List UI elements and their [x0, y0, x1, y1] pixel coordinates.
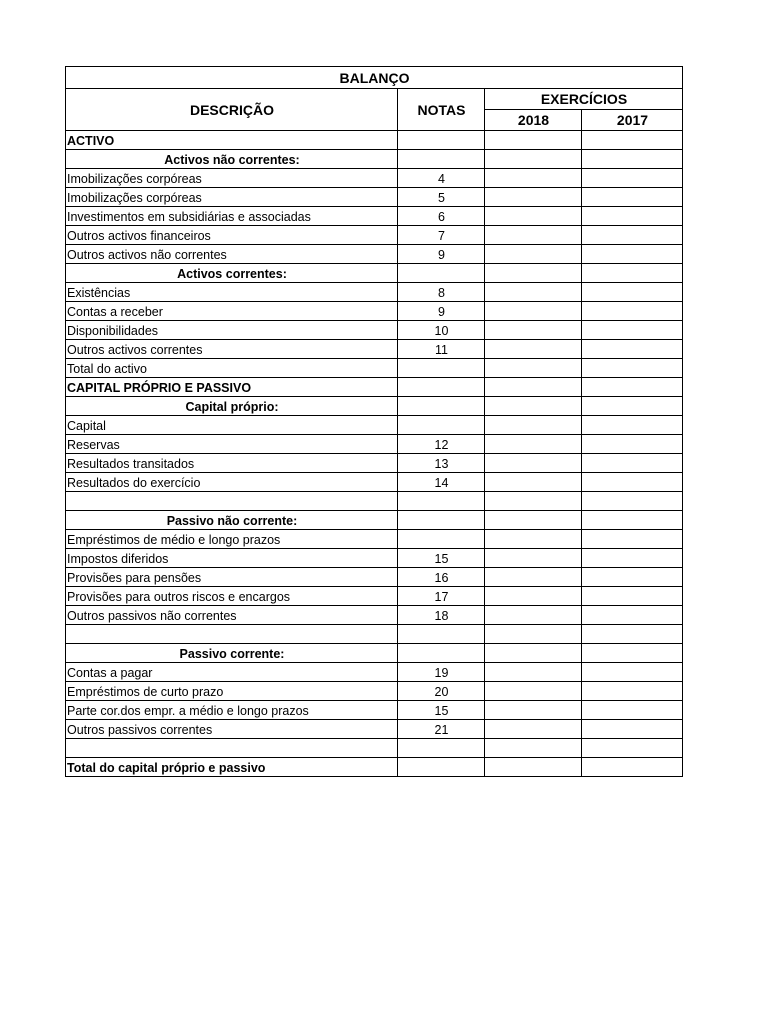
row-value-2017 — [582, 663, 683, 682]
row-description: Disponibilidades — [66, 321, 398, 340]
row-note — [398, 264, 485, 283]
row-value-2018 — [485, 568, 582, 587]
row-note: 9 — [398, 245, 485, 264]
row-value-2017 — [582, 435, 683, 454]
row-description: Outros activos não correntes — [66, 245, 398, 264]
row-description: Total do capital próprio e passivo — [66, 758, 398, 777]
table-row — [66, 701, 683, 720]
row-description: Passivo não corrente: — [66, 511, 398, 530]
row-value-2018 — [485, 492, 582, 511]
row-note: 9 — [398, 302, 485, 321]
row-note — [398, 511, 485, 530]
table-row — [66, 435, 683, 454]
table-row — [66, 454, 683, 473]
header-year-2018: 2018 — [485, 110, 582, 131]
row-note — [398, 739, 485, 758]
row-value-2017 — [582, 701, 683, 720]
row-description — [66, 739, 398, 758]
header-exercicios: EXERCÍCIOS — [485, 89, 683, 110]
row-description — [66, 625, 398, 644]
row-note — [398, 416, 485, 435]
row-note: 6 — [398, 207, 485, 226]
table-row — [66, 758, 683, 777]
table-row — [66, 188, 683, 207]
row-value-2017 — [582, 606, 683, 625]
row-value-2017 — [582, 739, 683, 758]
row-description: Investimentos em subsidiárias e associadas — [66, 207, 398, 226]
table-row — [66, 530, 683, 549]
header-year-2017: 2017 — [582, 110, 683, 131]
row-note: 10 — [398, 321, 485, 340]
table-row — [66, 739, 683, 758]
row-note — [398, 150, 485, 169]
row-description: CAPITAL PRÓPRIO E PASSIVO — [66, 378, 398, 397]
table-row — [66, 283, 683, 302]
row-value-2018 — [485, 188, 582, 207]
row-note: 17 — [398, 587, 485, 606]
row-value-2017 — [582, 131, 683, 150]
row-value-2017 — [582, 321, 683, 340]
row-value-2018 — [485, 606, 582, 625]
row-description: Imobilizações corpóreas — [66, 188, 398, 207]
row-description — [66, 492, 398, 511]
row-description: Empréstimos de médio e longo prazos — [66, 530, 398, 549]
header-row — [66, 89, 683, 110]
row-note: 19 — [398, 663, 485, 682]
table-row — [66, 587, 683, 606]
row-value-2017 — [582, 511, 683, 530]
balance-sheet-table — [65, 66, 683, 777]
row-note: 12 — [398, 435, 485, 454]
row-note: 8 — [398, 283, 485, 302]
row-value-2018 — [485, 739, 582, 758]
row-value-2018 — [485, 150, 582, 169]
row-value-2017 — [582, 245, 683, 264]
row-value-2018 — [485, 454, 582, 473]
table-body — [66, 131, 683, 777]
row-value-2018 — [485, 340, 582, 359]
row-description: Passivo corrente: — [66, 644, 398, 663]
table-row — [66, 264, 683, 283]
table-row — [66, 131, 683, 150]
row-value-2017 — [582, 758, 683, 777]
row-description: Activos correntes: — [66, 264, 398, 283]
row-description: Capital — [66, 416, 398, 435]
row-value-2017 — [582, 473, 683, 492]
row-note — [398, 625, 485, 644]
row-note — [398, 758, 485, 777]
title-row — [66, 67, 683, 89]
table-row — [66, 549, 683, 568]
row-description: Outros passivos correntes — [66, 720, 398, 739]
row-value-2018 — [485, 549, 582, 568]
table-row — [66, 340, 683, 359]
row-value-2018 — [485, 758, 582, 777]
row-description: Resultados do exercício — [66, 473, 398, 492]
table-row — [66, 207, 683, 226]
row-note: 13 — [398, 454, 485, 473]
row-description: Existências — [66, 283, 398, 302]
row-description: Total do activo — [66, 359, 398, 378]
row-description: Activos não correntes: — [66, 150, 398, 169]
row-value-2017 — [582, 530, 683, 549]
row-value-2018 — [485, 283, 582, 302]
row-note: 11 — [398, 340, 485, 359]
row-value-2018 — [485, 226, 582, 245]
row-value-2017 — [582, 568, 683, 587]
row-note: 18 — [398, 606, 485, 625]
row-value-2018 — [485, 207, 582, 226]
row-value-2017 — [582, 226, 683, 245]
row-value-2017 — [582, 720, 683, 739]
table-row — [66, 226, 683, 245]
row-note: 4 — [398, 169, 485, 188]
table-row — [66, 378, 683, 397]
row-description: Contas a receber — [66, 302, 398, 321]
table-row — [66, 321, 683, 340]
row-description: Provisões para pensões — [66, 568, 398, 587]
row-value-2017 — [582, 283, 683, 302]
row-value-2017 — [582, 454, 683, 473]
row-value-2017 — [582, 188, 683, 207]
header-descricao: DESCRIÇÃO — [66, 89, 398, 131]
row-description: Contas a pagar — [66, 663, 398, 682]
table-row — [66, 416, 683, 435]
table-row — [66, 397, 683, 416]
row-value-2018 — [485, 625, 582, 644]
table-row — [66, 682, 683, 701]
row-value-2018 — [485, 701, 582, 720]
row-description: Imobilizações corpóreas — [66, 169, 398, 188]
row-value-2017 — [582, 264, 683, 283]
row-value-2018 — [485, 720, 582, 739]
row-value-2018 — [485, 321, 582, 340]
row-note: 15 — [398, 549, 485, 568]
row-value-2017 — [582, 359, 683, 378]
row-note — [398, 359, 485, 378]
row-note: 7 — [398, 226, 485, 245]
row-value-2018 — [485, 378, 582, 397]
row-value-2017 — [582, 150, 683, 169]
row-description: Capital próprio: — [66, 397, 398, 416]
row-value-2017 — [582, 378, 683, 397]
row-value-2017 — [582, 492, 683, 511]
table-row — [66, 492, 683, 511]
row-value-2017 — [582, 302, 683, 321]
row-note — [398, 131, 485, 150]
row-note: 5 — [398, 188, 485, 207]
row-note — [398, 530, 485, 549]
row-value-2018 — [485, 587, 582, 606]
row-value-2017 — [582, 625, 683, 644]
row-note — [398, 397, 485, 416]
row-value-2017 — [582, 169, 683, 188]
row-value-2018 — [485, 245, 582, 264]
row-value-2017 — [582, 207, 683, 226]
table-row — [66, 606, 683, 625]
row-description: Outros activos correntes — [66, 340, 398, 359]
row-value-2018 — [485, 682, 582, 701]
row-value-2018 — [485, 511, 582, 530]
row-note: 16 — [398, 568, 485, 587]
row-value-2018 — [485, 359, 582, 378]
row-note: 14 — [398, 473, 485, 492]
header-notas: NOTAS — [398, 89, 485, 131]
row-value-2018 — [485, 169, 582, 188]
row-value-2018 — [485, 264, 582, 283]
row-value-2018 — [485, 131, 582, 150]
row-value-2017 — [582, 416, 683, 435]
row-value-2018 — [485, 302, 582, 321]
row-value-2017 — [582, 682, 683, 701]
table-row — [66, 150, 683, 169]
sheet-title: BALANÇO — [66, 67, 683, 89]
table-row — [66, 169, 683, 188]
table-row — [66, 720, 683, 739]
table-row — [66, 511, 683, 530]
row-value-2018 — [485, 473, 582, 492]
table-row — [66, 644, 683, 663]
row-value-2018 — [485, 416, 582, 435]
row-description: ACTIVO — [66, 131, 398, 150]
row-description: Outros passivos não correntes — [66, 606, 398, 625]
row-value-2018 — [485, 435, 582, 454]
table-row — [66, 473, 683, 492]
row-note — [398, 378, 485, 397]
row-description: Outros activos financeiros — [66, 226, 398, 245]
row-value-2017 — [582, 587, 683, 606]
row-value-2017 — [582, 340, 683, 359]
table-row — [66, 625, 683, 644]
row-description: Impostos diferidos — [66, 549, 398, 568]
row-note: 15 — [398, 701, 485, 720]
row-value-2018 — [485, 530, 582, 549]
row-value-2018 — [485, 644, 582, 663]
row-note: 21 — [398, 720, 485, 739]
row-description: Provisões para outros riscos e encargos — [66, 587, 398, 606]
table-row — [66, 302, 683, 321]
row-description: Parte cor.dos empr. a médio e longo prazos — [66, 701, 398, 720]
row-description: Resultados transitados — [66, 454, 398, 473]
row-note: 20 — [398, 682, 485, 701]
table-row — [66, 663, 683, 682]
row-value-2018 — [485, 397, 582, 416]
row-value-2017 — [582, 549, 683, 568]
row-value-2018 — [485, 663, 582, 682]
row-value-2017 — [582, 644, 683, 663]
row-description: Empréstimos de curto prazo — [66, 682, 398, 701]
row-note — [398, 644, 485, 663]
table-row — [66, 359, 683, 378]
row-note — [398, 492, 485, 511]
table-row — [66, 568, 683, 587]
row-description: Reservas — [66, 435, 398, 454]
table-row — [66, 245, 683, 264]
row-value-2017 — [582, 397, 683, 416]
